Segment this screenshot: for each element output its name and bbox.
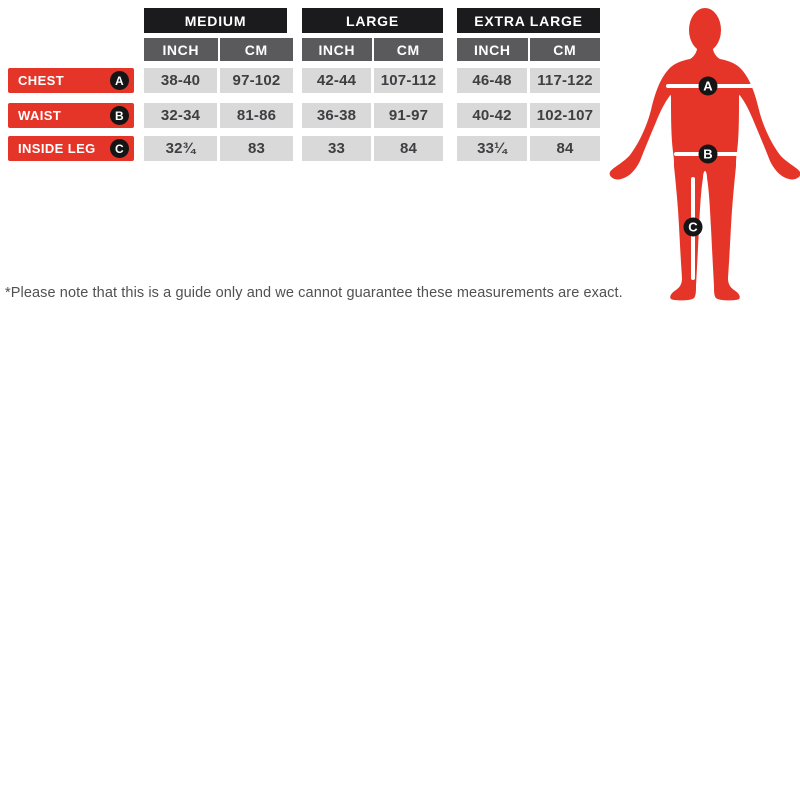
cell-inside-leg-medium-cm: 83 [220,136,293,161]
cell-waist-large-cm: 91-97 [374,103,443,128]
cell-chest-medium-cm: 97-102 [220,68,293,93]
size-header-large: LARGE [302,8,443,33]
cell-inside-leg-large-cm: 84 [374,136,443,161]
unit-header-row-large [302,38,443,61]
row-label-inside-leg [8,136,134,161]
body-measurement-figure [608,0,800,312]
size-table-medium [144,0,293,165]
cell-inside-leg-large-inch: 33 [302,136,371,161]
row-label-waist [8,103,134,128]
figure-marker-a-letter: A [703,78,713,94]
cell-waist-extra-large-cm: 102-107 [530,103,600,128]
cell-chest-extra-large-inch: 46-48 [457,68,527,93]
disclaimer-footnote: *Please note that this is a guide only and we cannot guarantee these measurements are exact. [5,285,623,301]
cell-chest-extra-large-cm: 117-122 [530,68,600,93]
size-header-extra-large: EXTRA LARGE [457,8,600,33]
cell-chest-large-inch: 42-44 [302,68,371,93]
cell-chest-medium-inch: 38-40 [144,68,217,93]
unit-header-extra-large-inch: INCH [457,38,528,61]
table-row [302,68,443,93]
unit-header-large-inch: INCH [302,38,372,61]
cell-waist-extra-large-inch: 40-42 [457,103,527,128]
unit-header-row-extra-large [457,38,600,61]
unit-header-extra-large-cm: CM [530,38,601,61]
marker-badge-c [110,139,129,158]
marker-badge-a-letter: A [114,73,125,88]
unit-header-medium-inch: INCH [144,38,218,61]
cell-inside-leg-extra-large-inch: 33¼ [457,136,527,161]
chest-measure-line [666,84,774,88]
table-row [457,68,600,93]
table-row [457,136,600,161]
marker-badge-b [110,106,129,125]
cell-inside-leg-medium-inch: 32¾ [144,136,217,161]
table-row [457,103,600,128]
table-row [144,136,293,161]
unit-header-row-medium [144,38,293,61]
cell-chest-large-cm: 107-112 [374,68,443,93]
figure-marker-c-letter: C [688,219,698,235]
size-table-large [302,0,443,165]
size-header-medium: MEDIUM [144,8,287,33]
row-label-inside-leg-text: INSIDE LEG [18,141,96,156]
figure-head [689,8,721,52]
row-label-chest [8,68,134,93]
unit-header-medium-cm: CM [220,38,294,61]
row-label-waist-text: WAIST [18,108,62,123]
table-row [144,68,293,93]
marker-badge-a [110,71,129,90]
cell-waist-medium-inch: 32-34 [144,103,217,128]
cell-waist-large-inch: 36-38 [302,103,371,128]
table-row [302,103,443,128]
table-row [302,136,443,161]
size-table-extra-large [457,0,600,165]
row-label-chest-text: CHEST [18,73,65,88]
marker-badge-c-letter: C [114,141,125,156]
marker-badge-b-letter: B [114,108,125,123]
unit-header-large-cm: CM [374,38,444,61]
table-row [144,103,293,128]
figure-marker-b-letter: B [703,146,713,162]
cell-inside-leg-extra-large-cm: 84 [530,136,600,161]
cell-waist-medium-cm: 81-86 [220,103,293,128]
